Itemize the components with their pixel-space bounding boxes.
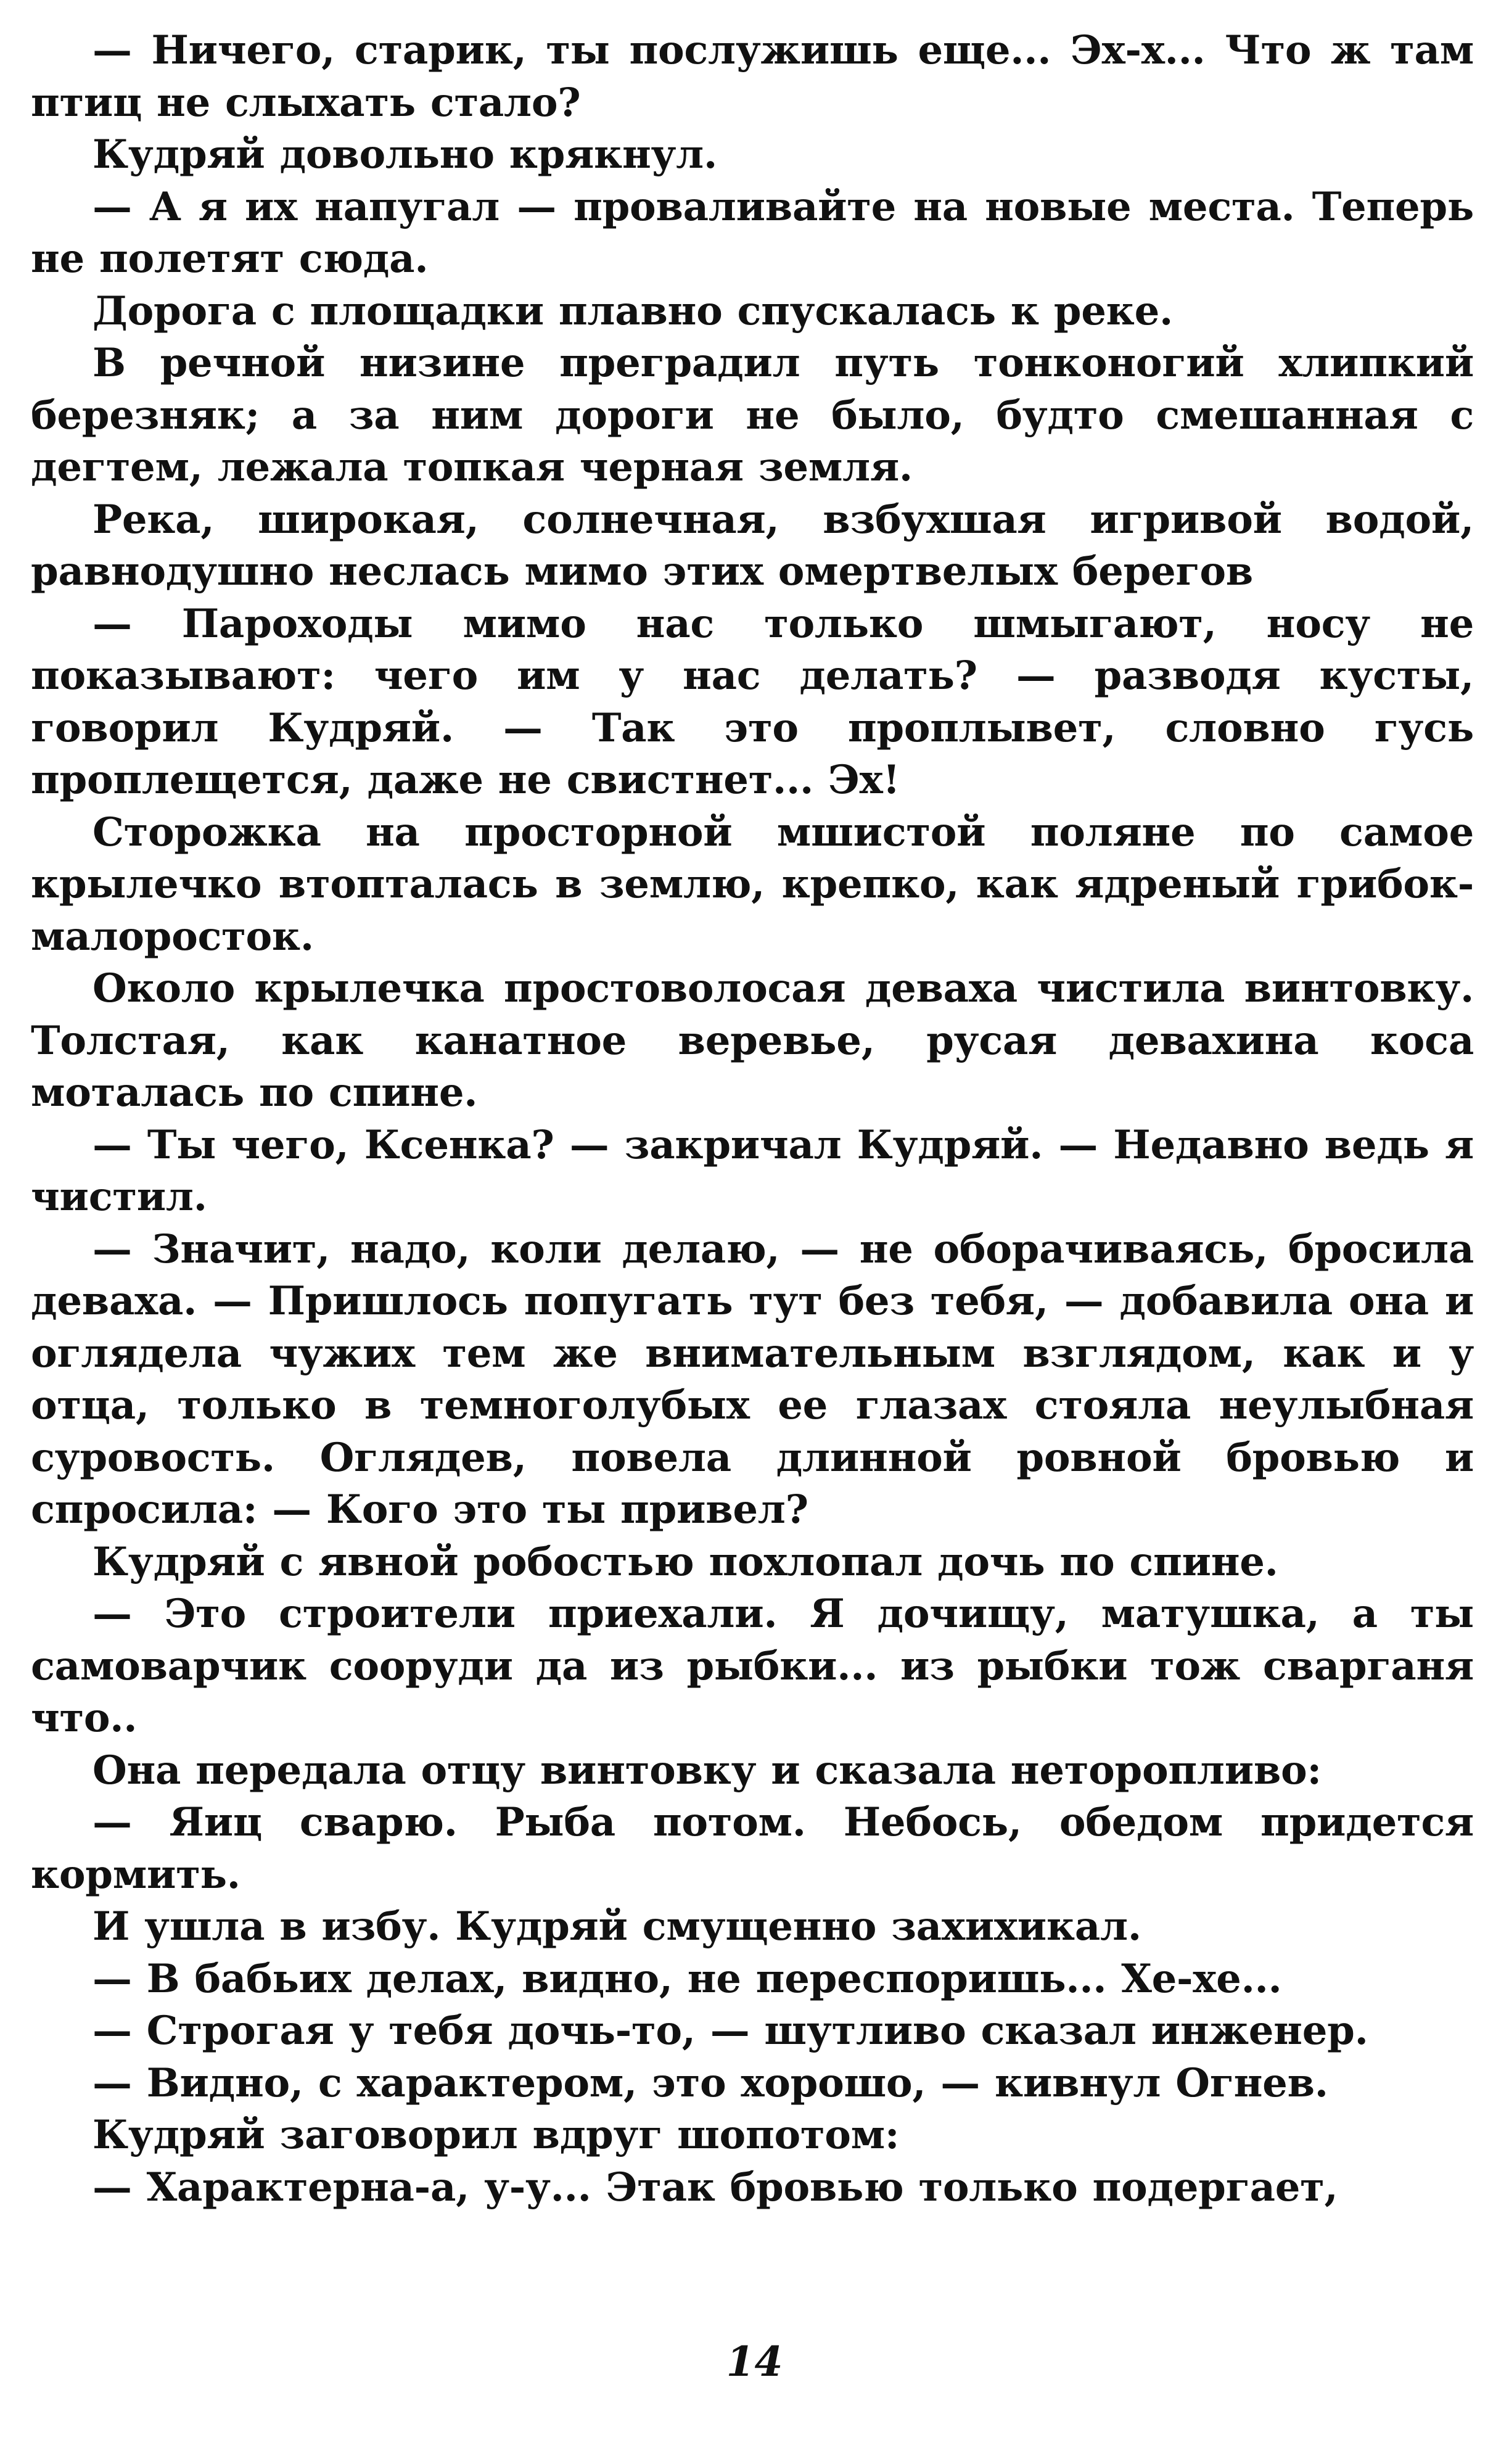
paragraph-1: — Ничего, старик, ты послужишь еще... Эх-х... Что ж там птиц не слыхать стало? bbox=[31, 27, 1474, 126]
paragraph-10: — Ты чего, Ксенка? — закричал Кудряй. — Недавно ведь я чистил. bbox=[31, 1121, 1474, 1220]
paragraph-9: Около крылечка простоволосая деваха чистила винтовку. Толстая, как канатное веревье, русая девахина коса моталась по спине. bbox=[31, 965, 1474, 1116]
paragraph-4: Дорога с площадки плавно спускалась к реке. bbox=[93, 287, 1173, 334]
paragraph-3: — А я их напугал — проваливайте на новые места. Теперь не полетят сюда. bbox=[31, 183, 1474, 282]
paragraph-8: Сторожка на просторной мшистой поляне по самое крылечко втопталась в землю, крепко, как ядреный грибок-малоросток. bbox=[31, 809, 1474, 960]
paragraph-15: — Яиц сварю. Рыба потом. Небось, обедом придется кормить. bbox=[31, 1799, 1474, 1898]
paragraph-18: — Строгая у тебя дочь-то, — шутливо сказал инженер. bbox=[93, 2008, 1368, 2054]
paragraph-7: — Пароходы мимо нас только шмыгают, носу не показывают: чего им у нас делать? — разводя кусты, говорил Кудряй. — Так это проплывет, словно гусь проплещется, даже не свистнет... Эх! bbox=[31, 600, 1474, 803]
paragraph-17: — В бабьих делах, видно, не переспоришь... Хе-хе... bbox=[93, 1955, 1282, 2002]
paragraph-12: Кудряй с явной робостью похлопал дочь по спине. bbox=[93, 1538, 1278, 1585]
page-number: 14 bbox=[726, 2338, 783, 2386]
paragraph-19: — Видно, с характером, это хорошо, — кивнул Огнев. bbox=[93, 2059, 1328, 2106]
page-text bbox=[31, 25, 1474, 2214]
paragraph-16: И ушла в избу. Кудряй смущенно захихикал. bbox=[93, 1903, 1141, 1950]
paragraph-21: — Характерна-а, у-у... Этак бровью только подергает, bbox=[93, 2164, 1338, 2211]
paragraph-11: — Значит, надо, коли делаю, — не оборачиваясь, бросила деваха. — Пришлось попугать тут без тебя, — добавила она и оглядела чужих тем же внимательным взглядом, как и у отца, только в темноголубых ее глазах стояла неулыбная суровость. Оглядев, повела длинной ровной бровью и спросила: — Кого это ты привел? bbox=[31, 1226, 1474, 1533]
paragraph-13: — Это строители приехали. Я дочищу, матушка, а ты самоварчик сооруди да из рыбки... из рыбки тож сварганя что.. bbox=[31, 1591, 1474, 1741]
paragraph-14: Она передала отцу винтовку и сказала неторопливо: bbox=[93, 1747, 1322, 1794]
book-page bbox=[31, 25, 1474, 2214]
paragraph-5: В речной низине преградил путь тонконогий хлипкий березняк; а за ним дороги не было, будто смешанная с дегтем, лежала топкая черная земля. bbox=[31, 340, 1474, 490]
paragraph-6: Река, широкая, солнечная, взбухшая игривой водой, равнодушно неслась мимо этих омертвелых берегов bbox=[31, 496, 1474, 595]
paragraph-2: Кудряй довольно крякнул. bbox=[93, 131, 717, 178]
paragraph-20: Кудряй заговорил вдруг шопотом: bbox=[93, 2112, 900, 2158]
